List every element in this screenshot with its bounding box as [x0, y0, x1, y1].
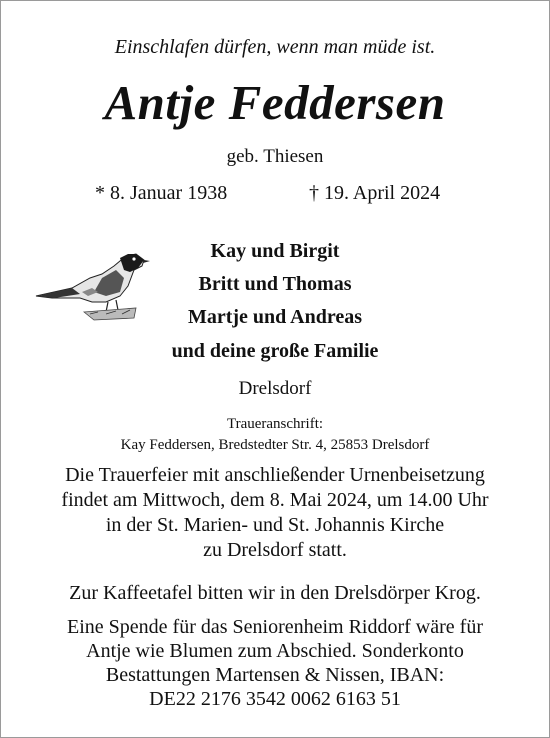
service-line-2: findet am Mittwoch, dem 8. Mai 2024, um 14.00 Uhr	[61, 489, 489, 511]
service-line-4: zu Drelsdorf statt.	[203, 539, 347, 561]
death-date: † 19. April 2024	[309, 182, 441, 204]
donation-line-4: DE22 2176 3542 0062 6163 51	[149, 688, 401, 710]
family-line-3: Martje und Andreas	[187, 306, 363, 328]
address: Kay Feddersen, Bredstedter Str. 4, 25853 Drelsdorf	[120, 437, 430, 453]
service-line-3: in der St. Marien- und St. Johannis Kirche	[105, 514, 445, 536]
bird-drawing	[32, 248, 150, 328]
maiden-name: geb. Thiesen	[226, 146, 324, 167]
donation-line-3: Bestattungen Martensen & Nissen, IBAN:	[105, 664, 445, 686]
place: Drelsdorf	[238, 378, 312, 399]
family-line-2: Britt und Thomas	[198, 273, 352, 295]
donation-line-1: Eine Spende für das Seniorenheim Riddorf wäre für	[67, 616, 483, 638]
motto: Einschlafen dürfen, wenn man müde ist.	[114, 36, 436, 58]
family-line-1: Kay und Birgit	[210, 240, 340, 262]
family-line-4: und deine große Familie	[171, 340, 379, 362]
deceased-name: Antje Feddersen	[104, 75, 446, 130]
address-label: Traueranschrift:	[226, 416, 324, 432]
service-line-1: Die Trauerfeier mit anschließender Urnenbeisetzung	[65, 464, 485, 486]
birth-date: * 8. Januar 1938	[95, 182, 228, 204]
coffee-note: Zur Kaffeetafel bitten wir in den Drelsdörper Krog.	[69, 582, 481, 604]
donation-line-2: Antje wie Blumen zum Abschied. Sonderkonto	[86, 640, 464, 662]
